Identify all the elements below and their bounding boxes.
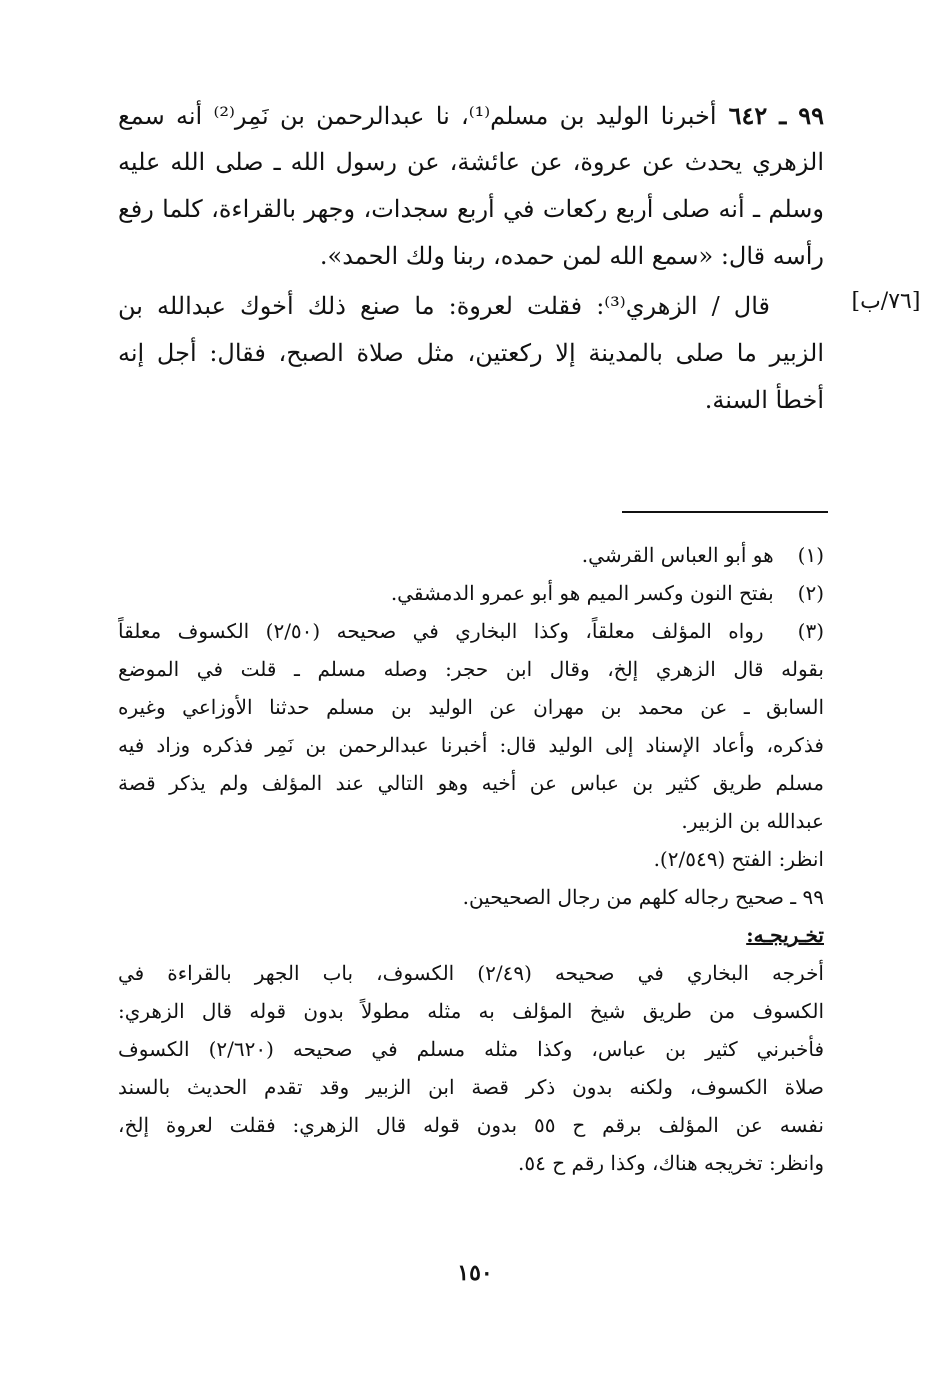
- page-number: ١٥٠: [457, 1260, 493, 1286]
- hadith-number: ٩٩ ـ ٦٤٢: [728, 101, 824, 130]
- footnote-text: رواه المؤلف معلقاً، وكذا البخاري في صحيحه (٢/٥٠) الكسوف معلقاً: [118, 619, 764, 643]
- hadith-line-4: رأسه قال: «سمع الله لمن حمده، ربنا ولك الحمد».: [319, 242, 824, 270]
- footnote-3-cont: مسلم طريق كثير بن عباس عن أخيه وهو التالي عند المؤلف ولم يذكر قصة: [118, 771, 824, 795]
- hadith-line-1-text: أخبرنا الوليد بن مسلم⁽¹⁾، نا عبدالرحمن بن نَمِر⁽²⁾ أنه سمع: [118, 102, 717, 130]
- footnotes: [118, 536, 824, 1182]
- takhrij-heading: [118, 916, 824, 954]
- footnote-number: (٢): [797, 581, 824, 605]
- hadith-grading: ٩٩ ـ صحيح رجاله كلهم من رجال الصحيحين.: [462, 885, 824, 909]
- footnote-text: بفتح النون وكسر الميم هو أبو عمرو الدمشقي.: [390, 581, 774, 605]
- footnote-1: [118, 536, 824, 574]
- footnote-3-reference: انظر: الفتح (٢/٥٤٩).: [653, 847, 824, 871]
- footnote-3-cont: فذكره، وأعاد الإسناد إلى الوليد قال: أخبرنا عبدالرحمن بن نَمِر فذكره وزاد فيه: [118, 733, 824, 757]
- hadith-line-1: [118, 92, 824, 139]
- hadith-line-3: وسلم ـ أنه صلى أربع ركعات في أربع سجدات، وجهر بالقراءة، كلما رفع: [118, 195, 824, 223]
- footnote-3-cont: بقوله قال الزهري إلخ، وقال ابن حجر: وصله مسلم ـ قلت في الموضع: [118, 657, 824, 681]
- hadith-line-2: الزهري يحدث عن عروة، عن عائشة، عن رسول الله ـ صلى الله عليه: [118, 148, 824, 176]
- footnote-2: [118, 574, 824, 612]
- zuhri-line-3: أخطأ السنة.: [704, 386, 824, 414]
- manuscript-folio-ref: [٧٦/ب]: [851, 289, 921, 314]
- zuhri-line-1: قال / الزهري⁽³⁾: فقلت لعروة: ما صنع ذلك أخوك عبدالله بن: [118, 292, 770, 320]
- takhrij-line: نفسه عن المؤلف برقم ح ٥٥ بدون قوله قال الزهري: فقلت لعروة إلخ،: [118, 1113, 824, 1137]
- takhrij-heading-text: تخـريجـه:: [746, 923, 824, 947]
- takhrij-line: صلاة الكسوف، ولكنه بدون ذكر قصة ابن الزبير وقد تقدم الحديث بالسند: [118, 1075, 824, 1099]
- zuhri-line-2: الزبير ما صلى بالمدينة إلا ركعتين، مثل صلاة الصبح، فقال: أجل إنه: [118, 339, 824, 367]
- footnote-separator: [622, 511, 828, 513]
- takhrij-line: وانظر: تخريجه هناك، وكذا رقم ح ٥٤.: [518, 1151, 824, 1175]
- hadith-text: [118, 92, 824, 424]
- footnote-text: هو أبو العباس القرشي.: [581, 543, 774, 567]
- footnote-number: (٣): [797, 619, 824, 643]
- footnote-3-cont: السابق ـ عن محمد بن مهران عن الوليد بن مسلم حدثنا الأوزاعي وغيره: [118, 695, 824, 719]
- footnote-3-cont: عبدالله بن الزبير.: [681, 809, 824, 833]
- footnote-number: (١): [797, 543, 824, 567]
- zuhri-paragraph: [118, 283, 824, 424]
- takhrij-line: فأخبرني كثير بن عباس، وكذا مثله مسلم في صحيحه (٢/٦٢٠) الكسوف: [118, 1037, 824, 1061]
- takhrij-line: الكسوف من طريق شيخ المؤلف به مثله مطولاً بدون قوله قال الزهري:: [118, 999, 824, 1023]
- takhrij-line: أخرجه البخاري في صحيحه (٢/٤٩) الكسوف، باب الجهر بالقراءة في: [118, 961, 824, 985]
- footnote-3: [118, 612, 824, 650]
